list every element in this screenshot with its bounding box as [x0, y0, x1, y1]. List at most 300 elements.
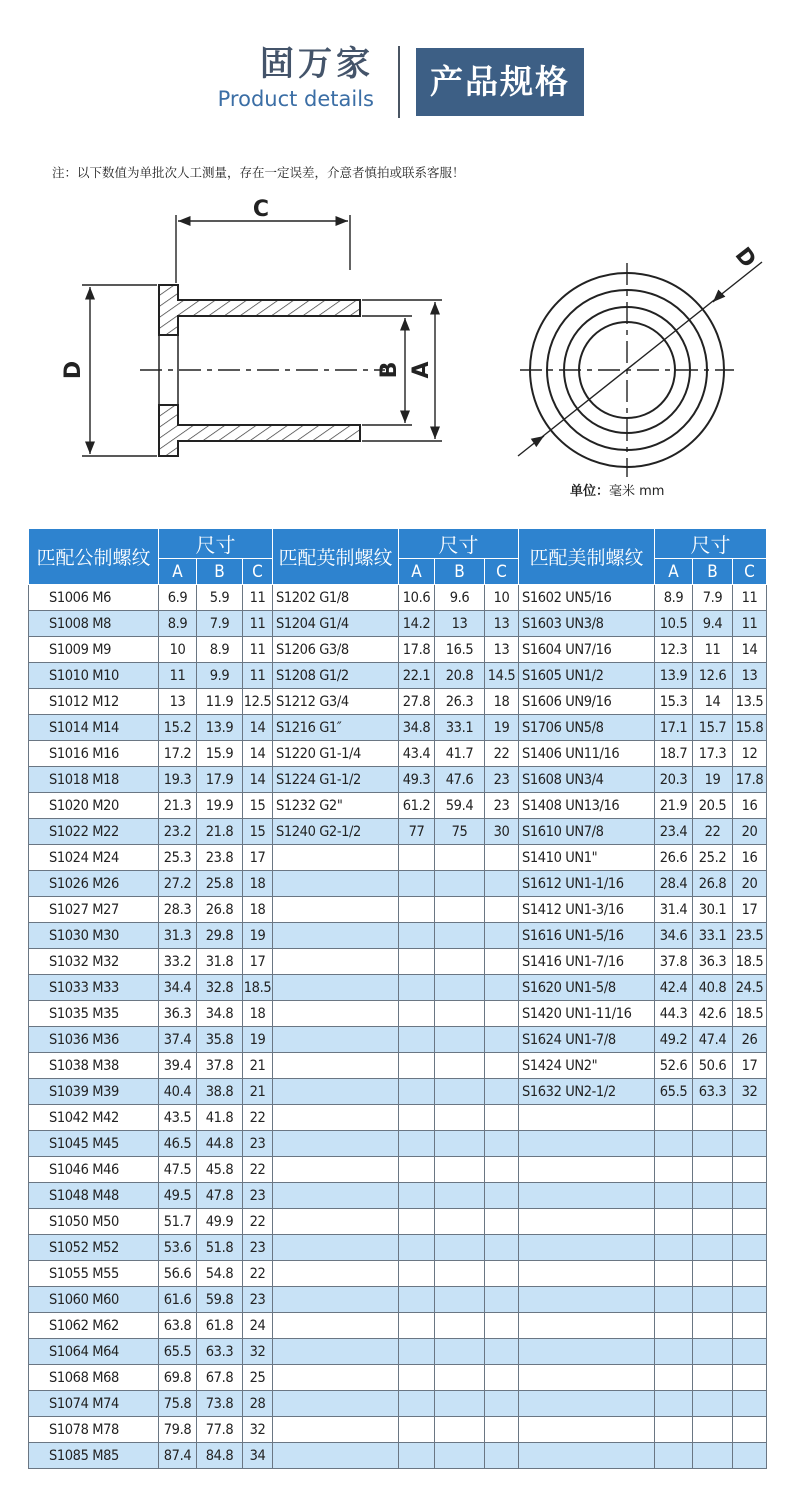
us-dim-a-cell [655, 1131, 693, 1157]
imperial-dim-b-cell [435, 845, 485, 871]
us-dim-a-cell: 44.3 [655, 1001, 693, 1027]
imperial-dim-b-cell [435, 1131, 485, 1157]
metric-thread-cell: S1022 M22 [29, 819, 159, 845]
imperial-dim-b-cell: 20.8 [435, 663, 485, 689]
us-dim-a-cell [655, 1339, 693, 1365]
imperial-dim-a-cell: 14.2 [399, 611, 435, 637]
header-us: 匹配美制螺纹 [519, 529, 655, 585]
us-dim-c-cell: 14 [733, 637, 767, 663]
us-dim-a-cell: 28.4 [655, 871, 693, 897]
metric-thread-cell: S1030 M30 [29, 923, 159, 949]
col-a: A [399, 559, 435, 585]
metric-thread-cell: S1060 M60 [29, 1287, 159, 1313]
metric-dim-c-cell: 34 [243, 1443, 273, 1469]
imperial-dim-a-cell [399, 923, 435, 949]
imperial-dim-a-cell [399, 975, 435, 1001]
metric-dim-b-cell: 41.8 [197, 1105, 243, 1131]
table-row [29, 1313, 767, 1339]
table-row [29, 1079, 767, 1105]
us-thread-cell: S1616 UN1-5/16 [519, 923, 655, 949]
us-dim-c-cell: 13 [733, 663, 767, 689]
metric-dim-b-cell: 17.9 [197, 767, 243, 793]
spec-table [28, 528, 767, 1469]
metric-dim-a-cell: 28.3 [159, 897, 197, 923]
imperial-thread-cell [273, 1313, 399, 1339]
imperial-dim-a-cell: 49.3 [399, 767, 435, 793]
metric-dim-c-cell: 23 [243, 1183, 273, 1209]
us-dim-a-cell: 37.8 [655, 949, 693, 975]
metric-thread-cell: S1018 M18 [29, 767, 159, 793]
imperial-dim-b-cell [435, 1157, 485, 1183]
imperial-dim-a-cell [399, 845, 435, 871]
us-dim-c-cell: 17 [733, 897, 767, 923]
imperial-dim-a-cell [399, 871, 435, 897]
table-row [29, 611, 767, 637]
metric-dim-b-cell: 13.9 [197, 715, 243, 741]
us-thread-cell: S1624 UN1-7/8 [519, 1027, 655, 1053]
us-dim-b-cell: 20.5 [693, 793, 733, 819]
imperial-thread-cell [273, 1365, 399, 1391]
metric-thread-cell: S1006 M6 [29, 585, 159, 611]
metric-dim-c-cell: 22 [243, 1209, 273, 1235]
us-dim-a-cell: 23.4 [655, 819, 693, 845]
table-row [29, 637, 767, 663]
spec-title: 产品规格 [430, 62, 570, 101]
imperial-dim-c-cell [485, 1339, 519, 1365]
imperial-thread-cell [273, 1287, 399, 1313]
metric-thread-cell: S1048 M48 [29, 1183, 159, 1209]
us-dim-c-cell [733, 1183, 767, 1209]
us-dim-c-cell [733, 1391, 767, 1417]
imperial-dim-a-cell [399, 1001, 435, 1027]
table-row [29, 845, 767, 871]
imperial-dim-b-cell: 9.6 [435, 585, 485, 611]
us-dim-c-cell [733, 1235, 767, 1261]
table-row [29, 949, 767, 975]
imperial-dim-c-cell [485, 949, 519, 975]
us-thread-cell [519, 1131, 655, 1157]
metric-dim-a-cell: 25.3 [159, 845, 197, 871]
metric-dim-b-cell: 31.8 [197, 949, 243, 975]
imperial-dim-c-cell [485, 1131, 519, 1157]
us-thread-cell: S1606 UN9/16 [519, 689, 655, 715]
us-thread-cell: S1632 UN2-1/2 [519, 1079, 655, 1105]
imperial-thread-cell: S1232 G2" [273, 793, 399, 819]
imperial-dim-c-cell [485, 1443, 519, 1469]
metric-dim-b-cell: 5.9 [197, 585, 243, 611]
imperial-dim-a-cell [399, 949, 435, 975]
us-dim-a-cell: 21.9 [655, 793, 693, 819]
imperial-dim-b-cell [435, 1417, 485, 1443]
metric-dim-b-cell: 29.8 [197, 923, 243, 949]
us-dim-c-cell: 15.8 [733, 715, 767, 741]
us-dim-a-cell [655, 1261, 693, 1287]
us-dim-c-cell [733, 1339, 767, 1365]
table-row [29, 1209, 767, 1235]
metric-dim-b-cell: 34.8 [197, 1001, 243, 1027]
imperial-dim-b-cell: 13 [435, 611, 485, 637]
imperial-thread-cell: S1240 G2-1/2 [273, 819, 399, 845]
header-size-imperial: 尺寸 [399, 529, 519, 559]
us-thread-cell [519, 1261, 655, 1287]
metric-dim-a-cell: 34.4 [159, 975, 197, 1001]
imperial-dim-c-cell: 19 [485, 715, 519, 741]
table-row [29, 1443, 767, 1469]
imperial-dim-a-cell: 22.1 [399, 663, 435, 689]
imperial-dim-c-cell: 30 [485, 819, 519, 845]
metric-thread-cell: S1078 M78 [29, 1417, 159, 1443]
metric-dim-b-cell: 35.8 [197, 1027, 243, 1053]
imperial-dim-c-cell [485, 845, 519, 871]
imperial-dim-b-cell [435, 1209, 485, 1235]
spec-title-box [416, 48, 584, 116]
metric-dim-b-cell: 19.9 [197, 793, 243, 819]
us-thread-cell [519, 1365, 655, 1391]
metric-dim-b-cell: 67.8 [197, 1365, 243, 1391]
us-dim-b-cell: 42.6 [693, 1001, 733, 1027]
metric-dim-a-cell: 40.4 [159, 1079, 197, 1105]
us-dim-c-cell [733, 1313, 767, 1339]
imperial-dim-c-cell: 18 [485, 689, 519, 715]
metric-dim-a-cell: 75.8 [159, 1391, 197, 1417]
imperial-dim-a-cell: 43.4 [399, 741, 435, 767]
imperial-dim-b-cell [435, 1391, 485, 1417]
imperial-dim-b-cell [435, 1053, 485, 1079]
us-dim-b-cell [693, 1391, 733, 1417]
metric-thread-cell: S1010 M10 [29, 663, 159, 689]
imperial-dim-a-cell [399, 1209, 435, 1235]
imperial-dim-c-cell [485, 1287, 519, 1313]
us-dim-a-cell: 49.2 [655, 1027, 693, 1053]
metric-dim-c-cell: 24 [243, 1313, 273, 1339]
us-thread-cell [519, 1417, 655, 1443]
metric-dim-a-cell: 36.3 [159, 1001, 197, 1027]
metric-dim-a-cell: 87.4 [159, 1443, 197, 1469]
label-d-side: D [61, 360, 86, 380]
us-dim-a-cell: 15.3 [655, 689, 693, 715]
metric-thread-cell: S1052 M52 [29, 1235, 159, 1261]
metric-dim-b-cell: 32.8 [197, 975, 243, 1001]
imperial-thread-cell [273, 1209, 399, 1235]
us-dim-c-cell: 18.5 [733, 949, 767, 975]
unit-label: 单位： [570, 484, 610, 499]
us-dim-a-cell: 31.4 [655, 897, 693, 923]
us-thread-cell [519, 1183, 655, 1209]
us-dim-b-cell: 25.2 [693, 845, 733, 871]
imperial-dim-c-cell [485, 1417, 519, 1443]
imperial-dim-b-cell [435, 1313, 485, 1339]
imperial-dim-a-cell [399, 1131, 435, 1157]
imperial-dim-b-cell [435, 1105, 485, 1131]
table-row [29, 1027, 767, 1053]
metric-dim-c-cell: 18 [243, 1001, 273, 1027]
us-dim-b-cell: 9.4 [693, 611, 733, 637]
metric-thread-cell: S1036 M36 [29, 1027, 159, 1053]
us-dim-c-cell: 24.5 [733, 975, 767, 1001]
us-dim-b-cell [693, 1183, 733, 1209]
metric-dim-c-cell: 11 [243, 663, 273, 689]
col-a: A [159, 559, 197, 585]
metric-dim-c-cell: 32 [243, 1417, 273, 1443]
table-row [29, 871, 767, 897]
imperial-dim-b-cell [435, 1183, 485, 1209]
us-dim-b-cell [693, 1443, 733, 1469]
imperial-dim-c-cell [485, 1313, 519, 1339]
metric-thread-cell: S1008 M8 [29, 611, 159, 637]
imperial-dim-c-cell [485, 1157, 519, 1183]
metric-dim-a-cell: 27.2 [159, 871, 197, 897]
us-dim-b-cell [693, 1417, 733, 1443]
us-thread-cell: S1706 UN5/8 [519, 715, 655, 741]
metric-dim-a-cell: 56.6 [159, 1261, 197, 1287]
header-size-metric: 尺寸 [159, 529, 273, 559]
imperial-dim-a-cell [399, 1235, 435, 1261]
us-dim-a-cell [655, 1391, 693, 1417]
us-dim-b-cell [693, 1261, 733, 1287]
imperial-dim-a-cell [399, 1053, 435, 1079]
us-dim-c-cell [733, 1209, 767, 1235]
us-dim-c-cell: 20 [733, 871, 767, 897]
imperial-dim-b-cell [435, 949, 485, 975]
us-dim-a-cell: 18.7 [655, 741, 693, 767]
imperial-thread-cell: S1216 G1″ [273, 715, 399, 741]
imperial-dim-b-cell [435, 923, 485, 949]
us-thread-cell [519, 1339, 655, 1365]
metric-dim-c-cell: 23 [243, 1287, 273, 1313]
metric-dim-a-cell: 43.5 [159, 1105, 197, 1131]
metric-dim-a-cell: 33.2 [159, 949, 197, 975]
label-c: C [252, 197, 270, 222]
us-dim-a-cell [655, 1417, 693, 1443]
metric-dim-a-cell: 19.3 [159, 767, 197, 793]
us-dim-a-cell [655, 1235, 693, 1261]
us-dim-a-cell: 20.3 [655, 767, 693, 793]
us-thread-cell: S1408 UN13/16 [519, 793, 655, 819]
spec-table-body [29, 585, 767, 1469]
brand-name: 固万家 [260, 44, 374, 84]
imperial-thread-cell [273, 1027, 399, 1053]
imperial-dim-b-cell: 41.7 [435, 741, 485, 767]
metric-dim-a-cell: 51.7 [159, 1209, 197, 1235]
col-c: C [733, 559, 767, 585]
us-thread-cell: S1406 UN11/16 [519, 741, 655, 767]
imperial-dim-b-cell: 75 [435, 819, 485, 845]
metric-dim-b-cell: 54.8 [197, 1261, 243, 1287]
imperial-dim-b-cell: 33.1 [435, 715, 485, 741]
us-thread-cell: S1610 UN7/8 [519, 819, 655, 845]
us-thread-cell: S1605 UN1/2 [519, 663, 655, 689]
us-dim-c-cell [733, 1157, 767, 1183]
us-dim-b-cell: 12.6 [693, 663, 733, 689]
imperial-dim-c-cell [485, 897, 519, 923]
table-row [29, 767, 767, 793]
metric-dim-b-cell: 73.8 [197, 1391, 243, 1417]
metric-thread-cell: S1038 M38 [29, 1053, 159, 1079]
table-row [29, 585, 767, 611]
us-thread-cell: S1412 UN1-3/16 [519, 897, 655, 923]
metric-dim-b-cell: 21.8 [197, 819, 243, 845]
imperial-dim-c-cell: 23 [485, 793, 519, 819]
header-divider [398, 46, 400, 118]
metric-dim-c-cell: 23 [243, 1131, 273, 1157]
table-row [29, 1339, 767, 1365]
us-thread-cell [519, 1209, 655, 1235]
us-dim-c-cell [733, 1443, 767, 1469]
us-dim-b-cell: 26.8 [693, 871, 733, 897]
us-dim-b-cell: 63.3 [693, 1079, 733, 1105]
metric-thread-cell: S1064 M64 [29, 1339, 159, 1365]
imperial-dim-a-cell [399, 1287, 435, 1313]
us-dim-c-cell [733, 1105, 767, 1131]
metric-dim-c-cell: 32 [243, 1339, 273, 1365]
table-row [29, 1131, 767, 1157]
us-dim-c-cell: 13.5 [733, 689, 767, 715]
metric-dim-c-cell: 19 [243, 1027, 273, 1053]
imperial-dim-a-cell: 77 [399, 819, 435, 845]
us-dim-c-cell: 26 [733, 1027, 767, 1053]
us-dim-c-cell [733, 1261, 767, 1287]
imperial-dim-a-cell [399, 1339, 435, 1365]
metric-dim-a-cell: 53.6 [159, 1235, 197, 1261]
imperial-thread-cell [273, 1443, 399, 1469]
measurement-note: 注：以下数值为单批次人工测量，存在一定误差，介意者慎拍或联系客服！ [52, 165, 465, 180]
metric-dim-a-cell: 13 [159, 689, 197, 715]
imperial-dim-c-cell [485, 1183, 519, 1209]
header-size-us: 尺寸 [655, 529, 767, 559]
metric-dim-c-cell: 14 [243, 767, 273, 793]
us-thread-cell: S1620 UN1-5/8 [519, 975, 655, 1001]
us-dim-b-cell: 19 [693, 767, 733, 793]
us-dim-b-cell: 36.3 [693, 949, 733, 975]
imperial-dim-c-cell [485, 1261, 519, 1287]
metric-dim-a-cell: 69.8 [159, 1365, 197, 1391]
imperial-thread-cell [273, 1417, 399, 1443]
metric-dim-b-cell: 26.8 [197, 897, 243, 923]
metric-dim-c-cell: 18 [243, 871, 273, 897]
imperial-dim-b-cell [435, 1443, 485, 1469]
metric-thread-cell: S1009 M9 [29, 637, 159, 663]
metric-dim-a-cell: 46.5 [159, 1131, 197, 1157]
us-thread-cell [519, 1443, 655, 1469]
metric-thread-cell: S1014 M14 [29, 715, 159, 741]
metric-dim-b-cell: 38.8 [197, 1079, 243, 1105]
imperial-dim-b-cell [435, 1001, 485, 1027]
imperial-dim-c-cell [485, 923, 519, 949]
us-dim-a-cell: 17.1 [655, 715, 693, 741]
us-dim-a-cell [655, 1183, 693, 1209]
us-dim-c-cell: 11 [733, 585, 767, 611]
us-dim-b-cell [693, 1339, 733, 1365]
imperial-dim-c-cell [485, 1053, 519, 1079]
imperial-thread-cell [273, 897, 399, 923]
metric-thread-cell: S1050 M50 [29, 1209, 159, 1235]
us-thread-cell: S1608 UN3/4 [519, 767, 655, 793]
table-row [29, 1105, 767, 1131]
metric-dim-b-cell: 9.9 [197, 663, 243, 689]
table-row [29, 715, 767, 741]
us-dim-b-cell: 22 [693, 819, 733, 845]
metric-dim-b-cell: 49.9 [197, 1209, 243, 1235]
imperial-dim-b-cell [435, 1339, 485, 1365]
us-dim-a-cell [655, 1365, 693, 1391]
imperial-dim-c-cell [485, 1365, 519, 1391]
table-row [29, 923, 767, 949]
imperial-dim-a-cell: 10.6 [399, 585, 435, 611]
imperial-thread-cell [273, 1339, 399, 1365]
imperial-dim-a-cell: 61.2 [399, 793, 435, 819]
imperial-dim-a-cell [399, 1313, 435, 1339]
us-dim-a-cell: 8.9 [655, 585, 693, 611]
metric-dim-a-cell: 15.2 [159, 715, 197, 741]
metric-dim-a-cell: 17.2 [159, 741, 197, 767]
table-row [29, 1287, 767, 1313]
us-dim-b-cell [693, 1157, 733, 1183]
imperial-thread-cell [273, 845, 399, 871]
metric-thread-cell: S1032 M32 [29, 949, 159, 975]
metric-dim-c-cell: 22 [243, 1157, 273, 1183]
imperial-thread-cell [273, 1105, 399, 1131]
metric-dim-c-cell: 15 [243, 793, 273, 819]
metric-dim-b-cell: 37.8 [197, 1053, 243, 1079]
us-dim-a-cell: 34.6 [655, 923, 693, 949]
us-thread-cell: S1420 UN1-11/16 [519, 1001, 655, 1027]
metric-dim-c-cell: 11 [243, 611, 273, 637]
us-dim-b-cell: 11 [693, 637, 733, 663]
imperial-dim-a-cell [399, 897, 435, 923]
col-c: C [485, 559, 519, 585]
metric-dim-c-cell: 25 [243, 1365, 273, 1391]
metric-dim-a-cell: 10 [159, 637, 197, 663]
imperial-thread-cell [273, 1235, 399, 1261]
table-row [29, 1157, 767, 1183]
imperial-dim-b-cell [435, 1365, 485, 1391]
metric-thread-cell: S1020 M20 [29, 793, 159, 819]
imperial-dim-c-cell [485, 975, 519, 1001]
metric-dim-a-cell: 39.4 [159, 1053, 197, 1079]
metric-dim-a-cell: 61.6 [159, 1287, 197, 1313]
table-row [29, 1261, 767, 1287]
brand-subtitle: Product details [217, 87, 374, 111]
table-row [29, 819, 767, 845]
table-row [29, 1417, 767, 1443]
imperial-dim-b-cell [435, 1287, 485, 1313]
us-dim-c-cell: 17.8 [733, 767, 767, 793]
col-b: B [197, 559, 243, 585]
metric-thread-cell: S1042 M42 [29, 1105, 159, 1131]
imperial-dim-a-cell: 17.8 [399, 637, 435, 663]
us-thread-cell: S1416 UN1-7/16 [519, 949, 655, 975]
us-dim-a-cell [655, 1443, 693, 1469]
us-dim-b-cell: 15.7 [693, 715, 733, 741]
metric-thread-cell: S1033 M33 [29, 975, 159, 1001]
metric-thread-cell: S1016 M16 [29, 741, 159, 767]
imperial-dim-c-cell: 13 [485, 611, 519, 637]
imperial-dim-b-cell [435, 1027, 485, 1053]
imperial-thread-cell: S1202 G1/8 [273, 585, 399, 611]
us-dim-a-cell: 13.9 [655, 663, 693, 689]
metric-dim-a-cell: 8.9 [159, 611, 197, 637]
us-dim-b-cell: 40.8 [693, 975, 733, 1001]
imperial-thread-cell [273, 1001, 399, 1027]
metric-thread-cell: S1045 M45 [29, 1131, 159, 1157]
col-a: A [655, 559, 693, 585]
imperial-thread-cell: S1212 G3/4 [273, 689, 399, 715]
imperial-dim-a-cell [399, 1417, 435, 1443]
metric-dim-b-cell: 63.3 [197, 1339, 243, 1365]
us-thread-cell: S1410 UN1" [519, 845, 655, 871]
imperial-dim-a-cell [399, 1105, 435, 1131]
label-d-circle: D [729, 243, 761, 273]
